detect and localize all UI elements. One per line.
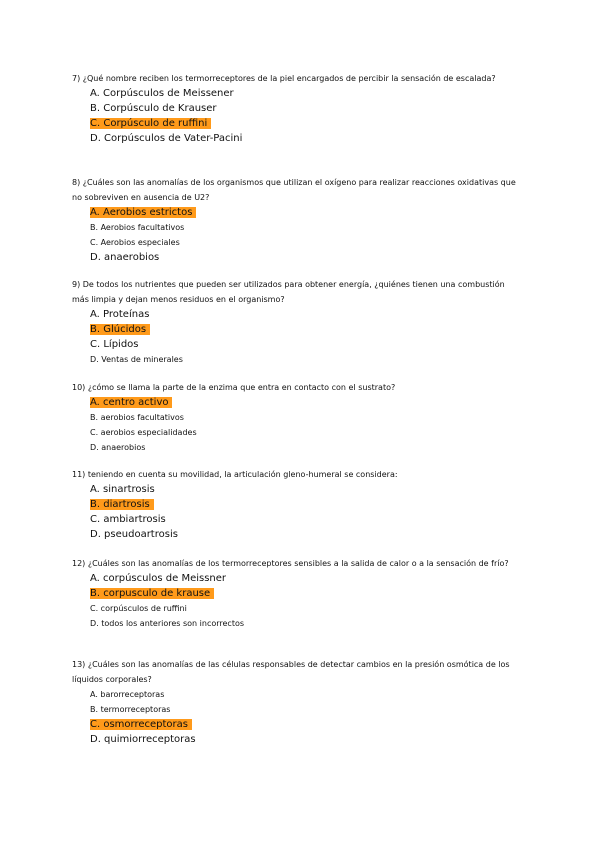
option-label: A. barorreceptoras (90, 690, 165, 699)
option-label: D. quimiorreceptoras (90, 734, 196, 745)
option-c (90, 235, 517, 250)
question-text: 12) ¿Cuáles son las anomalías de los termorreceptores sensibles a la salida de calor o a la sensación de frío? (72, 559, 509, 568)
option-label: C. aerobios especialidades (90, 428, 197, 437)
options-list (72, 687, 517, 747)
option-c (90, 116, 517, 131)
option-a (90, 571, 517, 586)
option-label-highlighted: C. osmorreceptoras (90, 719, 192, 730)
option-label: B. termorreceptoras (90, 705, 171, 714)
option-d (90, 616, 517, 631)
option-c (90, 717, 517, 732)
option-label-highlighted: C. Corpúsculo de ruffini (90, 118, 211, 129)
options-list (72, 86, 517, 146)
option-d (90, 527, 517, 542)
option-label: D. anaerobios (90, 443, 146, 452)
option-a (90, 205, 517, 220)
option-b (90, 586, 517, 601)
option-a (90, 687, 517, 702)
question-text: 11) teniendo en cuenta su movilidad, la articulación gleno-humeral se considera: (72, 470, 398, 479)
option-c (90, 337, 517, 352)
option-d (90, 352, 517, 367)
options-list (72, 395, 517, 455)
options-list (72, 205, 517, 265)
option-b (90, 101, 517, 116)
option-label: B. Aerobios facultativos (90, 223, 185, 232)
option-c (90, 601, 517, 616)
option-label: B. aerobios facultativos (90, 413, 184, 422)
option-b (90, 702, 517, 717)
option-label: C. Aerobios especiales (90, 238, 180, 247)
option-label: D. pseudoartrosis (90, 529, 178, 540)
question-8 (72, 175, 517, 265)
question-11 (72, 467, 517, 542)
option-a (90, 86, 517, 101)
option-label-highlighted: B. diartrosis (90, 499, 154, 510)
option-label: D. anaerobios (90, 252, 160, 263)
option-label: A. corpúsculos de Meissner (90, 573, 227, 584)
option-d (90, 250, 517, 265)
options-list (72, 482, 517, 542)
option-d (90, 131, 517, 146)
option-c (90, 425, 517, 440)
option-label: A. sinartrosis (90, 484, 155, 495)
option-label: C. ambiartrosis (90, 514, 166, 525)
option-label: C. Lípidos (90, 339, 139, 350)
option-label-highlighted: B. corpusculo de krause (90, 588, 214, 599)
option-label: D. Ventas de minerales (90, 355, 183, 364)
question-9 (72, 277, 517, 367)
question-13 (72, 657, 517, 747)
option-d (90, 440, 517, 455)
option-b (90, 322, 517, 337)
question-text: 10) ¿cómo se llama la parte de la enzima que entra en contacto con el sustrato? (72, 383, 396, 392)
options-list (72, 307, 517, 367)
option-a (90, 482, 517, 497)
question-text: 9) De todos los nutrientes que pueden ser utilizados para obtener energía, ¿quiénes tienen una combustión más limpia y dejan menos residuos en el organismo? (72, 280, 505, 304)
option-b (90, 497, 517, 512)
question-text: 8) ¿Cuáles son las anomalías de los organismos que utilizan el oxígeno para realizar reacciones oxidativas que no sobreviven en ausencia de U2? (72, 178, 516, 202)
option-label: C. corpúsculos de ruffini (90, 604, 187, 613)
question-text: 7) ¿Qué nombre reciben los termorreceptores de la piel encargados de percibir la sensación de escalada? (72, 74, 496, 83)
option-label: B. Corpúsculo de Krauser (90, 103, 217, 114)
option-label: D. Corpúsculos de Vater-Pacini (90, 133, 243, 144)
option-c (90, 512, 517, 527)
option-label-highlighted: A. centro activo (90, 397, 172, 408)
option-label-highlighted: A. Aerobios estrictos (90, 207, 196, 218)
option-b (90, 410, 517, 425)
question-text: 13) ¿Cuáles son las anomalías de las células responsables de detectar cambios en la presión osmótica de los líquidos corporales? (72, 660, 510, 684)
options-list (72, 571, 517, 631)
question-12 (72, 556, 517, 631)
option-label: A. Corpúsculos de Meissener (90, 88, 234, 99)
option-d (90, 732, 517, 747)
question-7 (72, 71, 517, 146)
option-a (90, 307, 517, 322)
option-a (90, 395, 517, 410)
option-label: A. Proteínas (90, 309, 150, 320)
option-label: D. todos los anteriores son incorrectos (90, 619, 245, 628)
question-10 (72, 380, 517, 455)
option-label-highlighted: B. Glúcidos (90, 324, 150, 335)
option-b (90, 220, 517, 235)
